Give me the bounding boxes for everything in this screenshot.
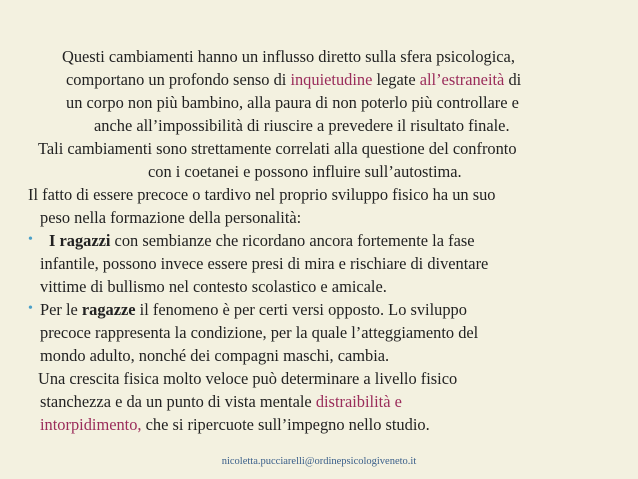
bullet-1-line-1: I ragazzi con sembianze che ricordano ancora fortemente la fase bbox=[49, 231, 475, 250]
bold-ragazze: ragazze bbox=[81, 300, 136, 319]
p2-line-1: Tali cambiamenti sono strettamente correlati alla questione del confronto bbox=[38, 139, 517, 158]
bullet-dot-icon: • bbox=[28, 301, 33, 316]
bullet-2-line-2: precoce rappresenta la condizione, per la quale l’atteggiamento del bbox=[40, 323, 479, 342]
highlight-distraibilita: distraibilità e bbox=[315, 392, 402, 411]
bullet-2-line-1: Per le ragazze il fenomeno è per certi versi opposto. Lo sviluppo bbox=[40, 300, 467, 319]
highlight-inquietudine: inquietudine bbox=[290, 70, 373, 89]
p2-line-2: con i coetanei e possono influire sull’autostima. bbox=[148, 162, 462, 181]
p1-line-1: Questi cambiamenti hanno un influsso diretto sulla sfera psicologica, bbox=[62, 47, 515, 66]
bullet-1-line-2: infantile, possono invece essere presi di mira e rischiare di diventare bbox=[40, 254, 489, 273]
p3-line-2: peso nella formazione della personalità: bbox=[40, 208, 302, 227]
highlight-intorpidimento: intorpidimento, bbox=[40, 415, 142, 434]
p3-line-1: Il fatto di essere precoce o tardivo nel proprio sviluppo fisico ha un suo bbox=[28, 185, 496, 204]
bold-ragazzi: I ragazzi bbox=[49, 231, 111, 250]
footer-email: nicoletta.pucciarelli@ordinepsicologiveneto.it bbox=[221, 456, 417, 467]
p1-line-4: anche all’impossibilità di riuscire a prevedere il risultato finale. bbox=[94, 116, 510, 135]
bullet-2-line-3: mondo adulto, nonché dei compagni maschi, cambia. bbox=[40, 346, 390, 365]
p4-line-3: intorpidimento, che si ripercuote sull’impegno nello studio. bbox=[40, 415, 430, 434]
bullet-dot-icon: • bbox=[28, 232, 33, 247]
p4-line-2: stanchezza e da un punto di vista mentale distraibilità e bbox=[40, 392, 402, 411]
p1-line-3: un corpo non più bambino, alla paura di non poterlo più controllare e bbox=[66, 93, 519, 112]
p1-line-2: comportano un profondo senso di inquietudine legate all’estraneità di bbox=[66, 70, 522, 89]
bullet-1-line-3: vittime di bullismo nel contesto scolastico e amicale. bbox=[40, 277, 387, 296]
p4-line-1: Una crescita fisica molto veloce può determinare a livello fisico bbox=[38, 369, 458, 388]
highlight-estraneita: all’estraneità bbox=[419, 70, 505, 89]
